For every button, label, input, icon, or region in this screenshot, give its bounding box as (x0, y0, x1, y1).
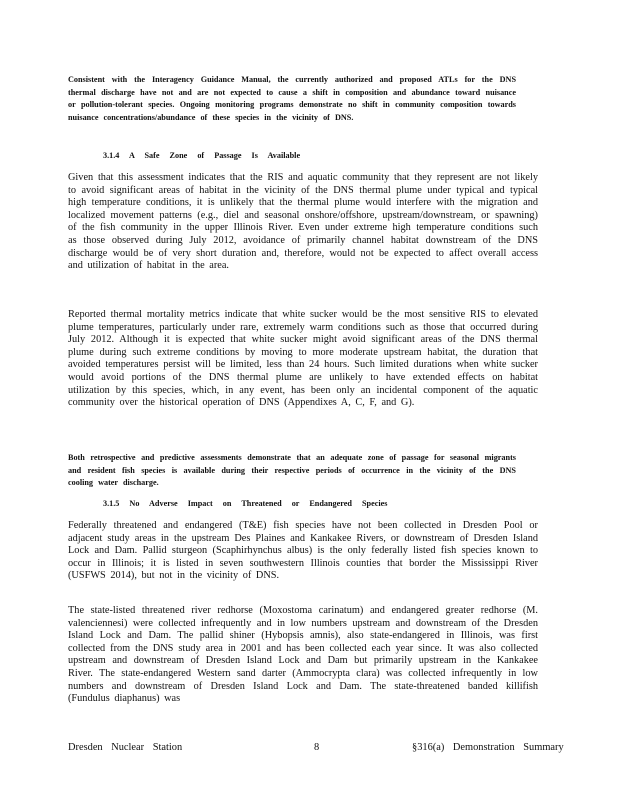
federally-paragraph: Federally threatened and endangered (T&E) fish species have not been collected in Dresden Pool or adjacent study areas in the upstream Des Plaines and Kankakee Rivers, or downstream of Dresden Island Lock and Dam. Pallid sturgeon (Scaphirhynchus albus) is the only federally listed fish species known to occur in Illinois; it is listed in seven southwestern Illinois counties that border the Mississippi River (USFWS 2014), but not in the vicinity of DNS. (68, 520, 538, 582)
reported-paragraph: Reported thermal mortality metrics indicate that white sucker would be the most sensitive RIS to elevated plume temperatures, particularly under rare, extremely warm conditions such as those that occurred during July 2012. Although it is expected that white sucker might avoid significant areas of the DNS thermal plume during such extreme conditions by moving to more moderate upstream habitat, the duration that avoided temperatures persist will be limited, less than 24 hours. Such limited durations when white sucker would avoid portions of the DNS thermal plume are unlikely to have extended effects on habitat utilization by this species, which, in any event, has been only an incidental component of the aquatic community over the historical operation of DNS (Appendixes A, C, F, and G). (68, 309, 538, 409)
footer-station-name: Dresden Nuclear Station (68, 742, 183, 753)
section-heading-3-1-4: 3.1.4 A Safe Zone of Passage Is Available (103, 151, 301, 160)
given-paragraph: Given that this assessment indicates that the RIS and aquatic community that they represent are not likely to avoid significant areas of habitat in the vicinity of the DNS thermal plume under typical and typical high temperature conditions, it is unlikely that the thermal plume would interfere with the migration and localized movement patterns (e.g., diel and seasonal onshore/offshore, upstream/downstream, or spawning) of the fish community in the upper Illinois River. Even under extreme high temperature conditions such as those observed during July 2012, avoidance of primarily channel habitat downstream of the DNS discharge would be of very short duration and, therefore, would not be expected to affect overall access and utilization of habitat in the area. (68, 172, 538, 272)
footer-page-number: 8 (314, 742, 320, 753)
both-paragraph: Both retrospective and predictive assessments demonstrate that an adequate zone of passage for seasonal migrants and resident fish species is available during their respective periods of occurrence in the vicinity of the DNS cooling water discharge. (68, 453, 516, 487)
section-heading-3-1-5: 3.1.5 No Adverse Impact on Threatened or Endangered Species (103, 499, 388, 508)
footer-document-title: §316(a) Demonstration Summary (412, 742, 564, 753)
state-listed-paragraph: The state-listed threatened river redhorse (Moxostoma carinatum) and endangered greater redhorse (M. valenciennesi) were collected infrequently and in low numbers upstream and downstream of the Dresden Island Lock and Dam. The pallid shiner (Hybopsis amnis), also state-endangered in Illinois, was first collected from the DNS study area in 2001 and has been collected each year since. It was also collected upstream and downstream of Dresden Island Lock and Dam but primarily upstream in the Kankakee River. The state-endangered Western sand darter (Ammocrypta clara) was collected infrequently in low numbers and downstream of Dresden Island Lock and Dam. The state-threatened banded killifish (Fundulus diaphanus) was (68, 605, 538, 705)
consistent-paragraph: Consistent with the Interagency Guidance Manual, the currently authorized and proposed ATLs for the DNS thermal discharge have not and are not expected to cause a shift in composition and abundance toward nuisance or pollution-tolerant species. Ongoing monitoring programs demonstrate no shift in community composition towards nuisance concentrations/abundance of these species in the vicinity of DNS. (68, 75, 516, 122)
